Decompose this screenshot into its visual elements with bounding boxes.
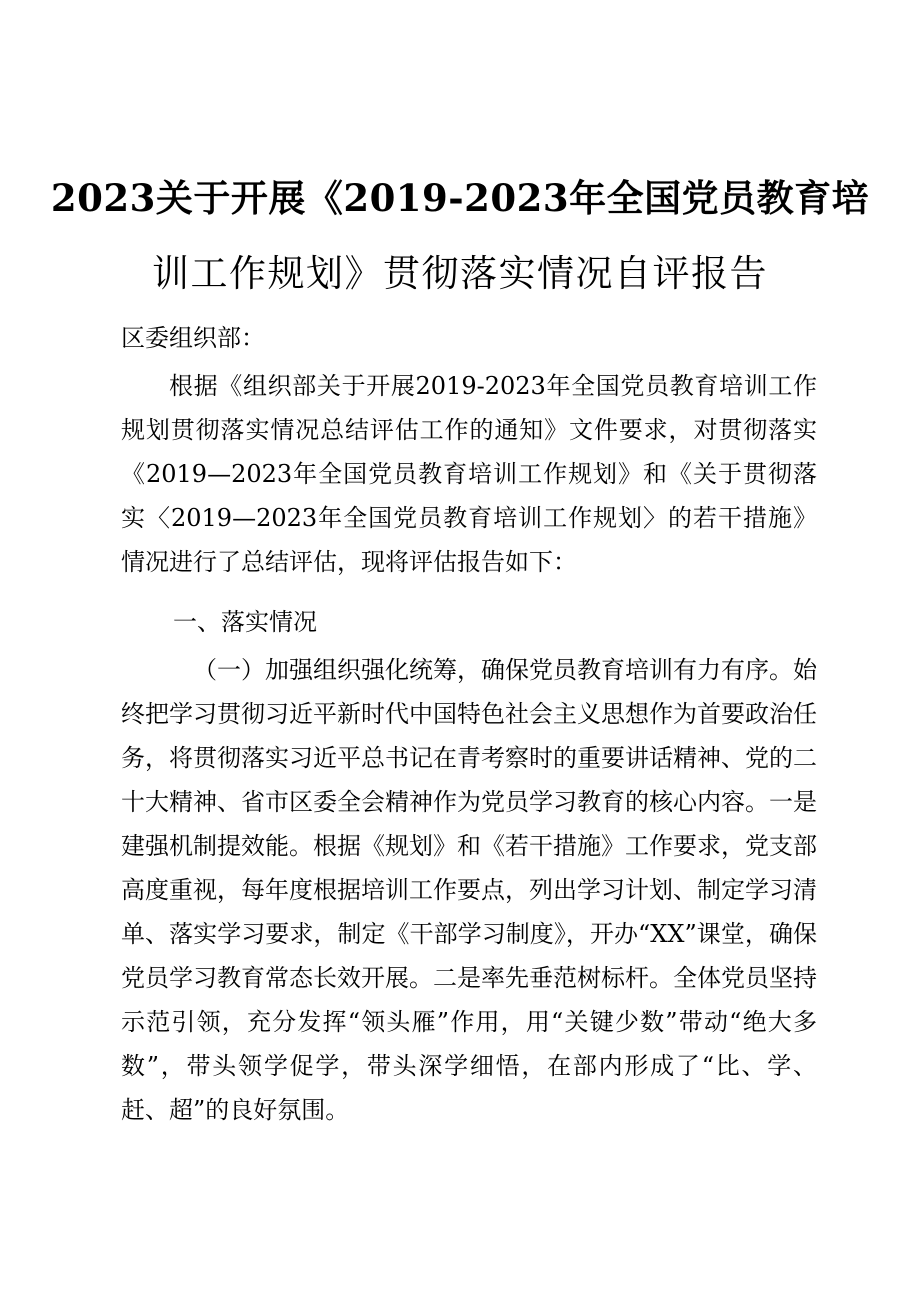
section-heading-implementation: 一、落实情况 [173, 608, 317, 636]
document-title-line-1: 2023关于开展《2019-2023年全国党员教育培 [50, 176, 870, 220]
paragraph-intro: 根据《组织部关于开展2019-2023年全国党员教育培训工作规划贯彻落实情况总结评估工作的通知》文件要求，对贯彻落实《2019—2023年全国党员教育培训工作规划》和《关于贯彻落实〈2019—2023年全国党员教育培训工作规划〉的若干措施》情况进行了总结评估，现将评估报告如下： [121, 372, 817, 576]
paragraph-organization: （一）加强组织强化统筹，确保党员教育培训有力有序。始终把学习贯彻习近平新时代中国特色社会主义思想作为首要政治任务，将贯彻落实习近平总书记在青考察时的重要讲话精神、党的二十大精神、省市区委全会精神作为党员学习教育的核心内容。一是建强机制提效能。根据《规划》和《若干措施》工作要求，党支部高度重视，每年度根据培训工作要点，列出学习计划、制定学习清单、落实学习要求，制定《干部学习制度》，开办“XX”课堂，确保党员学习教育常态长效开展。二是率先垂范树标杆。全体党员坚持示范引领，充分发挥“领头雁”作用，用“关键少数”带动“绝大多数”，带头领学促学，带头深学细悟，在部内形成了“比、学、赶、超”的良好氛围。 [121, 656, 817, 1124]
salutation: 区委组织部： [121, 324, 265, 352]
document-title-line-2: 训工作规划》贯彻落实情况自评报告 [152, 252, 768, 295]
